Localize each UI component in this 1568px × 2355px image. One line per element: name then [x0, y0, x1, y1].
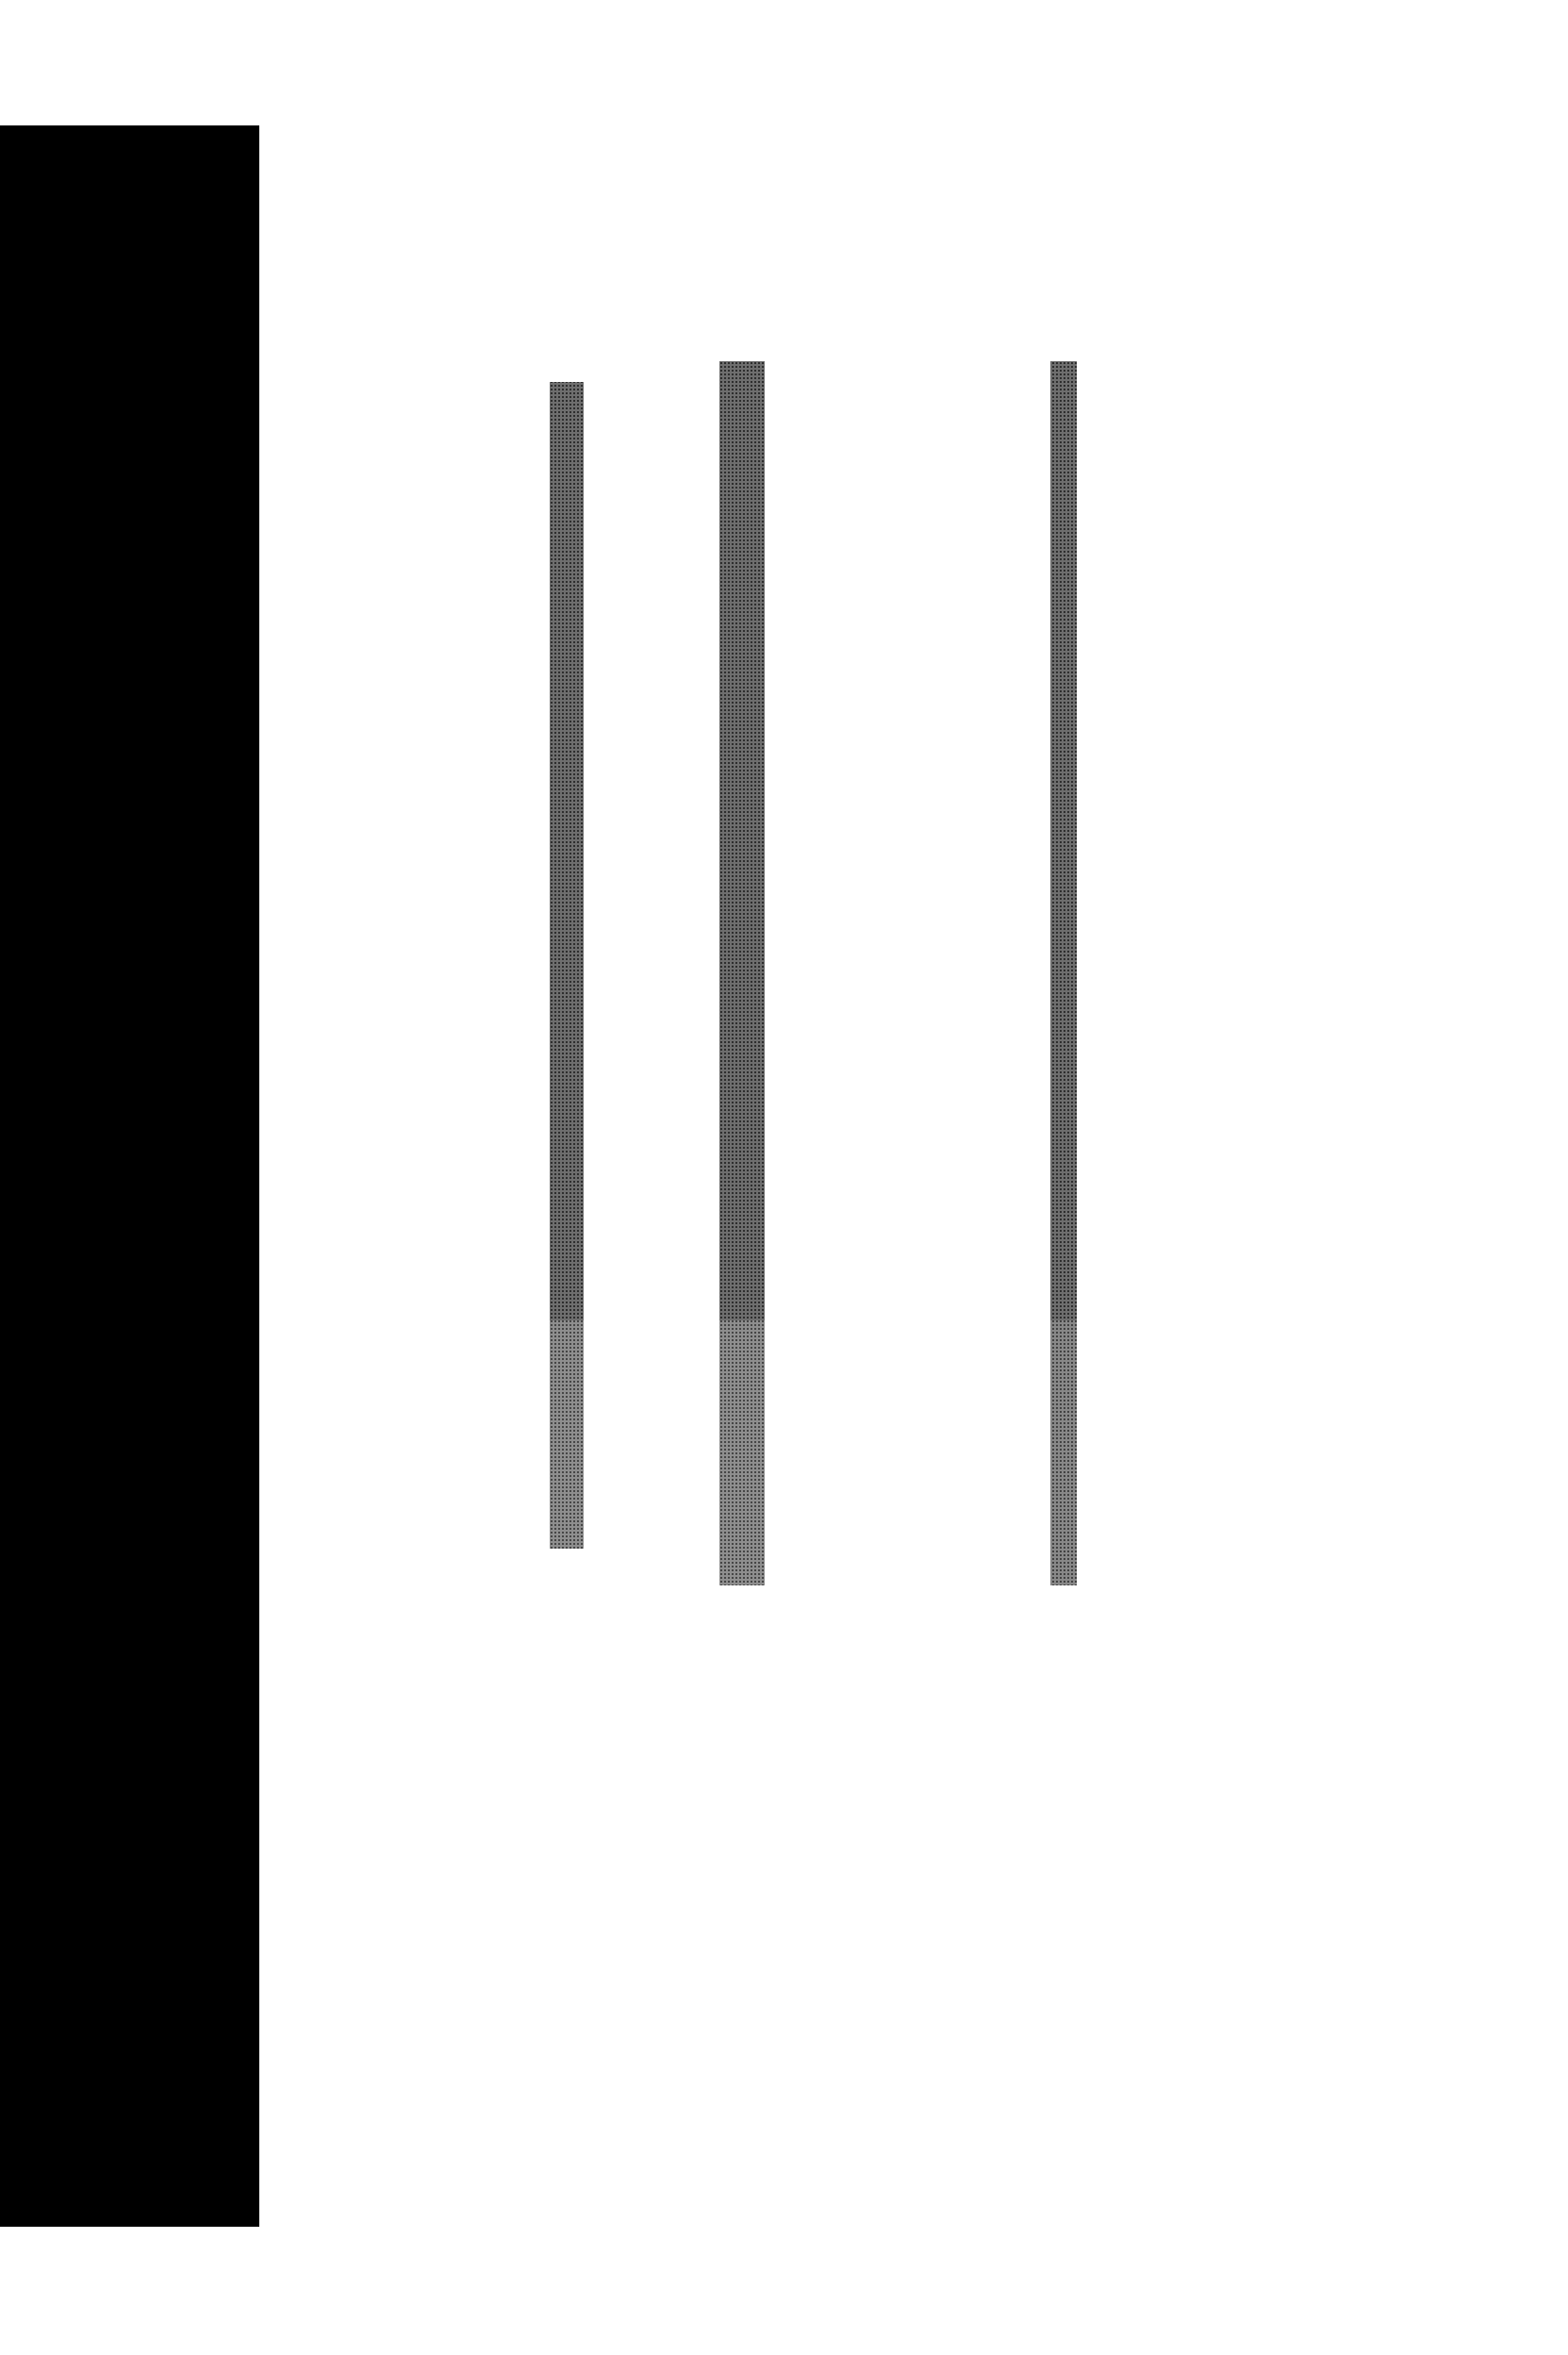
- shear-walls: [550, 361, 1077, 1585]
- wall-axis-219-lower: [719, 1320, 765, 1585]
- wall-axis-215-lower: [550, 1320, 584, 1549]
- wall-axis-229-lower: [1050, 1320, 1077, 1585]
